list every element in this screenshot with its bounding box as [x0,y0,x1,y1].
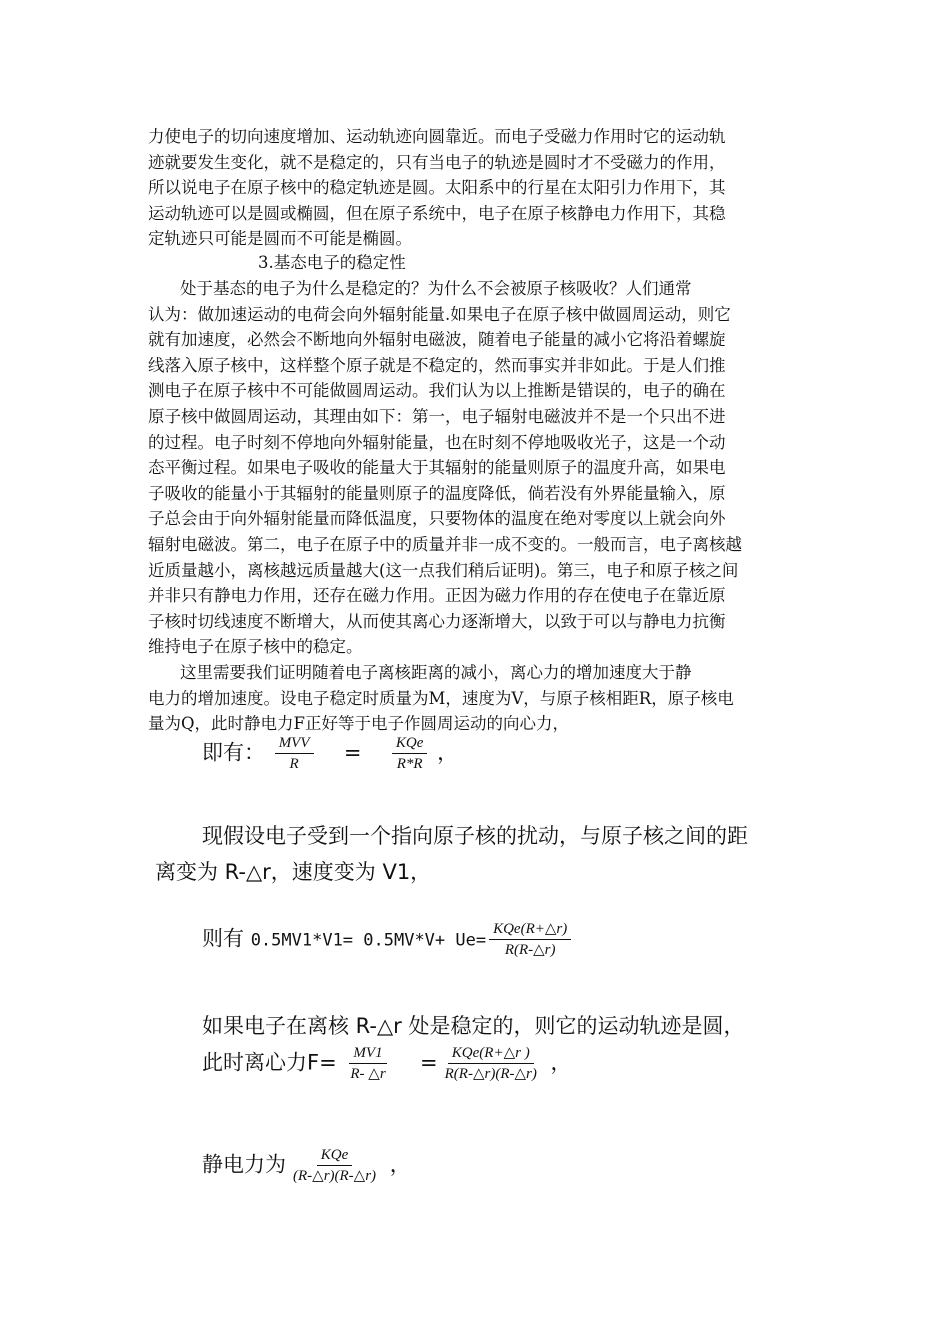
text-line: 态平衡过程。如果电子吸收的能量大于其辐射的能量则原子的温度升高，如果电 [148,458,726,478]
perturb-line-2: 离变为 R-△r，速度变为 V1， [155,860,432,884]
eq3-fraction-1 [346,1044,389,1083]
paragraph-proof-intro [148,660,812,737]
eq1-suffix: ， [437,740,459,765]
text-line: 并非只有静电力作用，还存在磁力作用。正因为磁力作用的存在使电子在靠近原 [148,586,726,606]
text-line: 就有加速度，必然会不断地向外辐射电磁波，随着电子能量的减小它将沿着螺旋 [148,330,726,350]
section-heading: 3.基态电子的稳定性 [258,253,406,272]
eq4-fraction [289,1146,380,1185]
text-line: 这里需要我们证明随着电子离核距离的减小，离心力的增加速度大于静 [180,663,692,682]
eq2-prefix: 则有 [202,926,251,951]
paragraph-orbit-circle [148,124,812,252]
text-line: 迹就要发生变化，就不是稳定的，只有当电子的轨迹是圆时才不受磁力的作用， [148,152,726,172]
eq2-fraction [489,920,571,959]
text-line: 运动轨迹可以是圆或椭圆，但在原子系统中，电子在原子核静电力作用下，其稳 [148,203,726,223]
eq1-rhs-numerator: KQe [392,734,428,754]
text-line: 子吸收的能量小于其辐射的能量则原子的温度降低，倘若没有外界能量输入，原 [148,483,726,503]
eq1-equals: = [343,740,362,765]
eq3-equals: = [420,1050,438,1075]
eq1-lhs-numerator: MVV [275,734,314,754]
eq3-fraction-2 [441,1044,541,1083]
text-line: 认为：做加速运动的电荷会向外辐射能量.如果电子在原子核中做圆周运动，则它 [148,304,731,324]
text-line: 量为Q，此时静电力F正好等于电子作圆周运动的向心力， [148,714,569,734]
paragraph-ground-state [148,276,812,660]
eq3-prefix: 此时离心力F= [202,1050,337,1075]
eq1-lhs-denominator: R [289,756,299,772]
equation-balance [202,734,458,773]
text-line: 子总会由于向外辐射能量而降低温度，只要物体的温度在绝对零度以上就会向外 [148,509,726,529]
eq3-fraction-1-denominator: R- △r [350,1066,386,1082]
stable-condition-text: 如果电子在离核 R-△r 处是稳定的，则它的运动轨迹是圆， [202,1014,745,1038]
eq4-denominator: (R-△r)(R-△r) [293,1168,377,1184]
eq4-numerator: KQe [317,1146,353,1166]
text-line: 辐射电磁波。第二，电子在原子中的质量并非一成不变的。一般而言，电子离核越 [148,534,742,554]
eq1-rhs-fraction [392,734,428,773]
text-line: 的过程。电子时刻不停地向外辐射能量，也在时刻不停地吸收光子，这是一个动 [148,432,726,452]
eq1-prefix: 即有： [202,740,265,765]
eq1-lhs-fraction [275,734,314,773]
text-line: 电力的增加速度。设电子稳定时质量为M，速度为V，与原子核相距R，原子核电 [148,688,734,708]
eq3-fraction-2-numerator: KQe(R+△r ) [448,1044,534,1064]
text-line: 定轨迹只可能是圆而不可能是椭圆。 [148,229,412,249]
text-line: 维持电子在原子核中的稳定。 [148,637,363,657]
text-line: 测电子在原子核中不可能做圆周运动。我们认为以上推断是错误的，电子的确在 [148,381,726,401]
eq4-prefix: 静电力为 [202,1152,286,1177]
text-line: 线落入原子核中，这样整个原子就是不稳定的，然而事实并非如此。于是人们推 [148,355,726,375]
eq1-rhs-denominator: R*R [396,756,423,772]
eq2-numerator: KQe(R+△r) [489,920,571,940]
text-line: 力使电子的切向速度增加、运动轨迹向圆靠近。而电子受磁力作用时它的运动轨 [148,127,726,146]
equation-energy [202,920,574,959]
equation-centrifugal [202,1044,572,1083]
text-line: 原子核中做圆周运动，其理由如下：第一，电子辐射电磁波并不是一个只出不进 [148,406,726,426]
eq3-fraction-1-numerator: MV1 [349,1044,386,1064]
perturb-line-1: 现假设电子受到一个指向原子核的扰动，与原子核之间的距 [202,824,748,848]
equation-electrostatic [202,1146,411,1185]
text-line: 近质量越小，离核越远质量越大(这一点我们稍后证明)。第三，电子和原子核之间 [148,560,739,580]
eq3-suffix: ， [550,1050,572,1075]
eq2-denominator: R(R-△r) [504,942,556,958]
text-line: 子核时切线速度不断增大，从而使其离心力逐渐增大，以致于可以与静电力抗衡 [148,611,726,631]
text-line: 处于基态的电子为什么是稳定的？为什么不会被原子核吸收？人们通常 [180,279,692,298]
eq3-fraction-2-denominator: R(R-△r)(R-△r) [444,1066,537,1082]
eq2-expression: 0.5MV1*V1= 0.5MV*V+ Ue= [250,930,487,951]
text-line: 所以说电子在原子核中的稳定轨迹是圆。太阳系中的行星在太阳引力作用下，其 [148,178,726,198]
eq4-suffix: ， [389,1152,411,1177]
